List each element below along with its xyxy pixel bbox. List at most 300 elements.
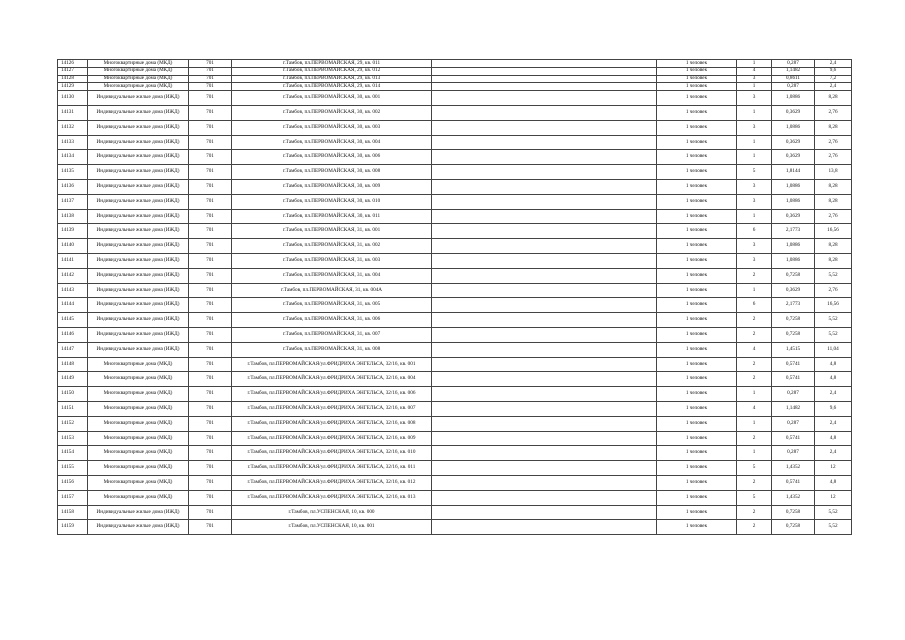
table-row (58, 179, 852, 194)
volume-cell: 2,76 (815, 283, 852, 298)
address-cell: г.Тамбов, пл.ПЕРВОМАЙСКАЯ/ул.ФРИДРИХА ЭНГЕЛЬСА, 32/16, кв. 013 (232, 490, 432, 505)
row-id-cell: 14138 (58, 209, 88, 224)
service-code-cell: 701 (189, 505, 232, 520)
row-id-cell: 14158 (58, 505, 88, 520)
people-count-cell: 2 (737, 372, 772, 387)
housing-type-cell: Индивидуальные жилые дома (ИЖД) (88, 91, 189, 106)
unit-cell: 1 человек (657, 342, 737, 357)
coefficient-cell: 0,287 (772, 60, 815, 68)
people-count-cell: 5 (737, 165, 772, 180)
table-row (58, 105, 852, 120)
empty-cell (432, 209, 657, 224)
unit-cell: 1 человек (657, 83, 737, 91)
service-code-cell: 701 (189, 67, 232, 75)
volume-cell: 4,8 (815, 431, 852, 446)
people-count-cell: 3 (737, 179, 772, 194)
people-count-cell: 1 (737, 135, 772, 150)
housing-type-cell: Многоквартирные дома (МКД) (88, 446, 189, 461)
row-id-cell: 14146 (58, 327, 88, 342)
address-cell: г.Тамбов, пл.ПЕРВОМАЙСКАЯ, 30, кв. 011 (232, 209, 432, 224)
people-count-cell: 3 (737, 91, 772, 106)
unit-cell: 1 человек (657, 194, 737, 209)
coefficient-cell: 1,1482 (772, 401, 815, 416)
row-id-cell: 14156 (58, 475, 88, 490)
empty-cell (432, 357, 657, 372)
unit-cell: 1 человек (657, 490, 737, 505)
address-cell: г.Тамбов, пл.ПЕРВОМАЙСКАЯ/ул.ФРИДРИХА ЭНГЕЛЬСА, 32/16, кв. 004 (232, 372, 432, 387)
service-code-cell: 701 (189, 83, 232, 91)
empty-cell (432, 268, 657, 283)
coefficient-cell: 0,7258 (772, 313, 815, 328)
people-count-cell: 3 (737, 239, 772, 254)
address-cell: г.Тамбов, пл.ПЕРВОМАЙСКАЯ, 30, кв. 001 (232, 91, 432, 106)
address-cell: г.Тамбов, пл.ПЕРВОМАЙСКАЯ/ул.ФРИДРИХА ЭНГЕЛЬСА, 32/16, кв. 011 (232, 461, 432, 476)
coefficient-cell: 0,3629 (772, 150, 815, 165)
coefficient-cell: 1,0886 (772, 194, 815, 209)
people-count-cell: 1 (737, 105, 772, 120)
service-code-cell: 701 (189, 461, 232, 476)
row-id-cell: 14132 (58, 120, 88, 135)
coefficient-cell: 0,3629 (772, 209, 815, 224)
housing-type-cell: Многоквартирные дома (МКД) (88, 357, 189, 372)
table-row (58, 268, 852, 283)
volume-cell: 5,52 (815, 327, 852, 342)
coefficient-cell: 0,7258 (772, 268, 815, 283)
row-id-cell: 14154 (58, 446, 88, 461)
volume-cell: 2,4 (815, 83, 852, 91)
row-id-cell: 14148 (58, 357, 88, 372)
table-row (58, 446, 852, 461)
empty-cell (432, 342, 657, 357)
service-code-cell: 701 (189, 268, 232, 283)
table-row (58, 194, 852, 209)
housing-type-cell: Многоквартирные дома (МКД) (88, 416, 189, 431)
address-cell: г.Тамбов, пл.ПЕРВОМАЙСКАЯ, 30, кв. 004 (232, 135, 432, 150)
housing-type-cell: Индивидуальные жилые дома (ИЖД) (88, 194, 189, 209)
service-code-cell: 701 (189, 224, 232, 239)
records-table (57, 59, 852, 535)
table-row (58, 327, 852, 342)
people-count-cell: 3 (737, 75, 772, 83)
housing-type-cell: Индивидуальные жилые дома (ИЖД) (88, 224, 189, 239)
unit-cell: 1 человек (657, 387, 737, 402)
volume-cell: 8,28 (815, 120, 852, 135)
service-code-cell: 701 (189, 446, 232, 461)
service-code-cell: 701 (189, 75, 232, 83)
row-id-cell: 14147 (58, 342, 88, 357)
people-count-cell: 5 (737, 490, 772, 505)
volume-cell: 2,76 (815, 135, 852, 150)
empty-cell (432, 224, 657, 239)
service-code-cell: 701 (189, 342, 232, 357)
coefficient-cell: 0,5741 (772, 372, 815, 387)
people-count-cell: 2 (737, 357, 772, 372)
volume-cell: 9,6 (815, 401, 852, 416)
table-row (58, 83, 852, 91)
address-cell: г.Тамбов, пл.ПЕРВОМАЙСКАЯ/ул.ФРИДРИХА ЭНГЕЛЬСА, 32/16, кв. 009 (232, 431, 432, 446)
unit-cell: 1 человек (657, 75, 737, 83)
housing-type-cell: Многоквартирные дома (МКД) (88, 461, 189, 476)
housing-type-cell: Индивидуальные жилые дома (ИЖД) (88, 313, 189, 328)
service-code-cell: 701 (189, 431, 232, 446)
address-cell: г.Тамбов, пл.УСПЕНСКАЯ, 10, кв. 000 (232, 505, 432, 520)
coefficient-cell: 0,7258 (772, 520, 815, 535)
volume-cell: 8,28 (815, 179, 852, 194)
address-cell: г.Тамбов, пл.ПЕРВОМАЙСКАЯ, 29, кв. 011 (232, 60, 432, 68)
people-count-cell: 1 (737, 283, 772, 298)
volume-cell: 8,28 (815, 194, 852, 209)
people-count-cell: 4 (737, 401, 772, 416)
unit-cell: 1 человек (657, 372, 737, 387)
people-count-cell: 2 (737, 475, 772, 490)
empty-cell (432, 446, 657, 461)
empty-cell (432, 283, 657, 298)
row-id-cell: 14143 (58, 283, 88, 298)
table-row (58, 75, 852, 83)
unit-cell: 1 человек (657, 67, 737, 75)
row-id-cell: 14152 (58, 416, 88, 431)
volume-cell: 2,76 (815, 209, 852, 224)
empty-cell (432, 165, 657, 180)
coefficient-cell: 0,5741 (772, 431, 815, 446)
volume-cell: 5,52 (815, 313, 852, 328)
volume-cell: 8,28 (815, 91, 852, 106)
table-row (58, 401, 852, 416)
empty-cell (432, 179, 657, 194)
address-cell: г.Тамбов, пл.ПЕРВОМАЙСКАЯ/ул.ФРИДРИХА ЭНГЕЛЬСА, 32/16, кв. 010 (232, 446, 432, 461)
address-cell: г.Тамбов, пл.ПЕРВОМАЙСКАЯ, 30, кв. 010 (232, 194, 432, 209)
people-count-cell: 3 (737, 194, 772, 209)
volume-cell: 8,28 (815, 253, 852, 268)
empty-cell (432, 461, 657, 476)
housing-type-cell: Индивидуальные жилые дома (ИЖД) (88, 179, 189, 194)
row-id-cell: 14129 (58, 83, 88, 91)
empty-cell (432, 105, 657, 120)
coefficient-cell: 0,3629 (772, 135, 815, 150)
coefficient-cell: 0,5741 (772, 357, 815, 372)
row-id-cell: 14140 (58, 239, 88, 254)
table-row (58, 120, 852, 135)
coefficient-cell: 0,287 (772, 446, 815, 461)
housing-type-cell: Индивидуальные жилые дома (ИЖД) (88, 268, 189, 283)
service-code-cell: 701 (189, 165, 232, 180)
table-row (58, 165, 852, 180)
people-count-cell: 4 (737, 67, 772, 75)
empty-cell (432, 372, 657, 387)
empty-cell (432, 135, 657, 150)
row-id-cell: 14142 (58, 268, 88, 283)
housing-type-cell: Индивидуальные жилые дома (ИЖД) (88, 253, 189, 268)
coefficient-cell: 0,287 (772, 387, 815, 402)
volume-cell: 2,76 (815, 150, 852, 165)
coefficient-cell: 0,7258 (772, 327, 815, 342)
empty-cell (432, 150, 657, 165)
volume-cell: 16,56 (815, 224, 852, 239)
people-count-cell: 1 (737, 60, 772, 68)
coefficient-cell: 0,3629 (772, 283, 815, 298)
housing-type-cell: Многоквартирные дома (МКД) (88, 401, 189, 416)
address-cell: г.Тамбов, пл.ПЕРВОМАЙСКАЯ, 31, кв. 008 (232, 342, 432, 357)
table-row (58, 67, 852, 75)
service-code-cell: 701 (189, 313, 232, 328)
coefficient-cell: 1,1482 (772, 67, 815, 75)
service-code-cell: 701 (189, 283, 232, 298)
table-row (58, 253, 852, 268)
service-code-cell: 701 (189, 490, 232, 505)
table-row (58, 461, 852, 476)
address-cell: г.Тамбов, пл.ПЕРВОМАЙСКАЯ, 30, кв. 002 (232, 105, 432, 120)
volume-cell: 5,52 (815, 505, 852, 520)
row-id-cell: 14134 (58, 150, 88, 165)
volume-cell: 2,4 (815, 446, 852, 461)
unit-cell: 1 человек (657, 298, 737, 313)
address-cell: г.Тамбов, пл.ПЕРВОМАЙСКАЯ/ул.ФРИДРИХА ЭНГЕЛЬСА, 32/16, кв. 006 (232, 387, 432, 402)
people-count-cell: 2 (737, 313, 772, 328)
people-count-cell: 3 (737, 253, 772, 268)
address-cell: г.Тамбов, пл.ПЕРВОМАЙСКАЯ, 30, кв. 009 (232, 179, 432, 194)
table-row (58, 387, 852, 402)
housing-type-cell: Многоквартирные дома (МКД) (88, 475, 189, 490)
row-id-cell: 14127 (58, 67, 88, 75)
unit-cell: 1 человек (657, 120, 737, 135)
coefficient-cell: 1,0886 (772, 91, 815, 106)
service-code-cell: 701 (189, 520, 232, 535)
table-body (58, 60, 852, 535)
row-id-cell: 14130 (58, 91, 88, 106)
row-id-cell: 14150 (58, 387, 88, 402)
unit-cell: 1 человек (657, 60, 737, 68)
address-cell: г.Тамбов, пл.ПЕРВОМАЙСКАЯ, 29, кв. 012 (232, 67, 432, 75)
empty-cell (432, 490, 657, 505)
coefficient-cell: 1,8144 (772, 165, 815, 180)
volume-cell: 2,4 (815, 387, 852, 402)
volume-cell: 7,2 (815, 75, 852, 83)
service-code-cell: 701 (189, 179, 232, 194)
people-count-cell: 2 (737, 268, 772, 283)
table-row (58, 475, 852, 490)
table-row (58, 520, 852, 535)
volume-cell: 4,8 (815, 475, 852, 490)
housing-type-cell: Многоквартирные дома (МКД) (88, 60, 189, 68)
service-code-cell: 701 (189, 120, 232, 135)
empty-cell (432, 83, 657, 91)
coefficient-cell: 0,287 (772, 83, 815, 91)
empty-cell (432, 327, 657, 342)
empty-cell (432, 431, 657, 446)
address-cell: г.Тамбов, пл.ПЕРВОМАЙСКАЯ, 31, кв. 001 (232, 224, 432, 239)
unit-cell: 1 человек (657, 105, 737, 120)
row-id-cell: 14149 (58, 372, 88, 387)
service-code-cell: 701 (189, 357, 232, 372)
volume-cell: 16,56 (815, 298, 852, 313)
table-row (58, 431, 852, 446)
housing-type-cell: Многоквартирные дома (МКД) (88, 431, 189, 446)
unit-cell: 1 человек (657, 327, 737, 342)
housing-type-cell: Индивидуальные жилые дома (ИЖД) (88, 209, 189, 224)
service-code-cell: 701 (189, 91, 232, 106)
table-row (58, 91, 852, 106)
row-id-cell: 14153 (58, 431, 88, 446)
unit-cell: 1 человек (657, 239, 737, 254)
volume-cell: 13,8 (815, 165, 852, 180)
row-id-cell: 14145 (58, 313, 88, 328)
housing-type-cell: Многоквартирные дома (МКД) (88, 83, 189, 91)
unit-cell: 1 человек (657, 446, 737, 461)
address-cell: г.Тамбов, пл.ПЕРВОМАЙСКАЯ/ул.ФРИДРИХА ЭНГЕЛЬСА, 32/16, кв. 007 (232, 401, 432, 416)
address-cell: г.Тамбов, пл.ПЕРВОМАЙСКАЯ, 31, кв. 002 (232, 239, 432, 254)
service-code-cell: 701 (189, 401, 232, 416)
volume-cell: 4,8 (815, 357, 852, 372)
table-row (58, 357, 852, 372)
unit-cell: 1 человек (657, 253, 737, 268)
address-cell: г.Тамбов, пл.ПЕРВОМАЙСКАЯ, 31, кв. 006 (232, 313, 432, 328)
service-code-cell: 701 (189, 298, 232, 313)
unit-cell: 1 человек (657, 91, 737, 106)
address-cell: г.Тамбов, пл.ПЕРВОМАЙСКАЯ/ул.ФРИДРИХА ЭНГЕЛЬСА, 32/16, кв. 012 (232, 475, 432, 490)
service-code-cell: 701 (189, 475, 232, 490)
housing-type-cell: Индивидуальные жилые дома (ИЖД) (88, 342, 189, 357)
table-row (58, 342, 852, 357)
table-row (58, 150, 852, 165)
table-row (58, 239, 852, 254)
people-count-cell: 5 (737, 461, 772, 476)
housing-type-cell: Индивидуальные жилые дома (ИЖД) (88, 327, 189, 342)
unit-cell: 1 человек (657, 268, 737, 283)
coefficient-cell: 1,0886 (772, 179, 815, 194)
row-id-cell: 14155 (58, 461, 88, 476)
table-row (58, 505, 852, 520)
service-code-cell: 701 (189, 194, 232, 209)
unit-cell: 1 человек (657, 520, 737, 535)
people-count-cell: 6 (737, 298, 772, 313)
housing-type-cell: Многоквартирные дома (МКД) (88, 490, 189, 505)
row-id-cell: 14139 (58, 224, 88, 239)
unit-cell: 1 человек (657, 313, 737, 328)
people-count-cell: 3 (737, 120, 772, 135)
empty-cell (432, 253, 657, 268)
coefficient-cell: 2,1773 (772, 224, 815, 239)
table-row (58, 298, 852, 313)
volume-cell: 5,52 (815, 520, 852, 535)
housing-type-cell: Индивидуальные жилые дома (ИЖД) (88, 298, 189, 313)
service-code-cell: 701 (189, 60, 232, 68)
coefficient-cell: 1,4352 (772, 461, 815, 476)
row-id-cell: 14137 (58, 194, 88, 209)
volume-cell: 2,4 (815, 416, 852, 431)
coefficient-cell: 0,3629 (772, 105, 815, 120)
address-cell: г.Тамбов, пл.ПЕРВОМАЙСКАЯ, 30, кв. 006 (232, 150, 432, 165)
service-code-cell: 701 (189, 135, 232, 150)
row-id-cell: 14133 (58, 135, 88, 150)
service-code-cell: 701 (189, 209, 232, 224)
unit-cell: 1 человек (657, 165, 737, 180)
unit-cell: 1 человек (657, 209, 737, 224)
address-cell: г.Тамбов, пл.ПЕРВОМАЙСКАЯ, 31, кв. 004А (232, 283, 432, 298)
housing-type-cell: Многоквартирные дома (МКД) (88, 67, 189, 75)
address-cell: г.Тамбов, пл.ПЕРВОМАЙСКАЯ, 31, кв. 004 (232, 268, 432, 283)
volume-cell: 12 (815, 461, 852, 476)
address-cell: г.Тамбов, пл.ПЕРВОМАЙСКАЯ/ул.ФРИДРИХА ЭНГЕЛЬСА, 32/16, кв. 001 (232, 357, 432, 372)
volume-cell: 5,52 (815, 268, 852, 283)
service-code-cell: 701 (189, 253, 232, 268)
address-cell: г.Тамбов, пл.ПЕРВОМАЙСКАЯ, 31, кв. 003 (232, 253, 432, 268)
housing-type-cell: Индивидуальные жилые дома (ИЖД) (88, 105, 189, 120)
housing-type-cell: Многоквартирные дома (МКД) (88, 75, 189, 83)
empty-cell (432, 401, 657, 416)
coefficient-cell: 0,7258 (772, 505, 815, 520)
empty-cell (432, 120, 657, 135)
volume-cell: 11,04 (815, 342, 852, 357)
volume-cell: 4,8 (815, 372, 852, 387)
address-cell: г.Тамбов, пл.ПЕРВОМАЙСКАЯ, 30, кв. 008 (232, 165, 432, 180)
housing-type-cell: Индивидуальные жилые дома (ИЖД) (88, 120, 189, 135)
address-cell: г.Тамбов, пл.ПЕРВОМАЙСКАЯ/ул.ФРИДРИХА ЭНГЕЛЬСА, 32/16, кв. 008 (232, 416, 432, 431)
people-count-cell: 1 (737, 387, 772, 402)
people-count-cell: 1 (737, 150, 772, 165)
table-row (58, 313, 852, 328)
unit-cell: 1 человек (657, 461, 737, 476)
housing-type-cell: Индивидуальные жилые дома (ИЖД) (88, 135, 189, 150)
people-count-cell: 1 (737, 416, 772, 431)
people-count-cell: 2 (737, 505, 772, 520)
table-row (58, 283, 852, 298)
people-count-cell: 1 (737, 446, 772, 461)
empty-cell (432, 75, 657, 83)
volume-cell: 12 (815, 490, 852, 505)
empty-cell (432, 416, 657, 431)
people-count-cell: 6 (737, 224, 772, 239)
row-id-cell: 14135 (58, 165, 88, 180)
volume-cell: 2,4 (815, 60, 852, 68)
table-row (58, 490, 852, 505)
housing-type-cell: Многоквартирные дома (МКД) (88, 372, 189, 387)
people-count-cell: 4 (737, 342, 772, 357)
address-cell: г.Тамбов, пл.ПЕРВОМАЙСКАЯ, 29, кв. 014 (232, 83, 432, 91)
empty-cell (432, 91, 657, 106)
address-cell: г.Тамбов, пл.ПЕРВОМАЙСКАЯ, 29, кв. 013 (232, 75, 432, 83)
unit-cell: 1 человек (657, 357, 737, 372)
row-id-cell: 14131 (58, 105, 88, 120)
people-count-cell: 2 (737, 431, 772, 446)
people-count-cell: 1 (737, 83, 772, 91)
row-id-cell: 14151 (58, 401, 88, 416)
row-id-cell: 14159 (58, 520, 88, 535)
volume-cell: 8,28 (815, 239, 852, 254)
empty-cell (432, 475, 657, 490)
unit-cell: 1 человек (657, 431, 737, 446)
housing-type-cell: Индивидуальные жилые дома (ИЖД) (88, 165, 189, 180)
table-row (58, 209, 852, 224)
empty-cell (432, 313, 657, 328)
coefficient-cell: 0,8611 (772, 75, 815, 83)
unit-cell: 1 человек (657, 150, 737, 165)
row-id-cell: 14136 (58, 179, 88, 194)
volume-cell: 2,76 (815, 105, 852, 120)
coefficient-cell: 1,0886 (772, 253, 815, 268)
table-row (58, 135, 852, 150)
unit-cell: 1 человек (657, 475, 737, 490)
table-row (58, 416, 852, 431)
housing-type-cell: Индивидуальные жилые дома (ИЖД) (88, 505, 189, 520)
service-code-cell: 701 (189, 387, 232, 402)
unit-cell: 1 человек (657, 135, 737, 150)
empty-cell (432, 505, 657, 520)
table-row (58, 60, 852, 68)
coefficient-cell: 2,1773 (772, 298, 815, 313)
coefficient-cell: 1,0886 (772, 239, 815, 254)
service-code-cell: 701 (189, 416, 232, 431)
people-count-cell: 2 (737, 327, 772, 342)
